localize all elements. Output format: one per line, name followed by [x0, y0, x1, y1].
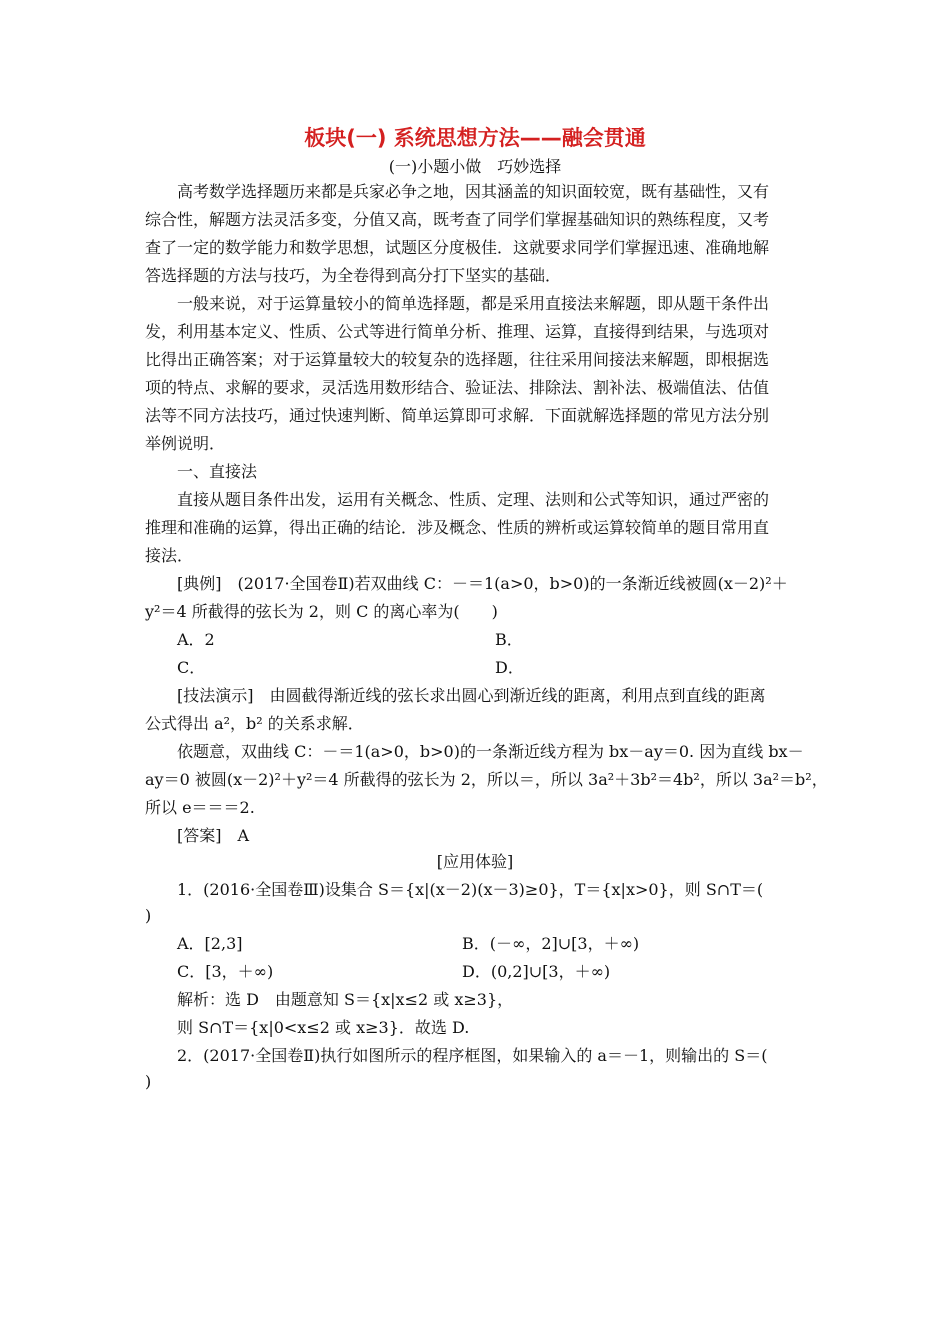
example-line: y²＝4 所截得的弦长为 2，则 C 的离心率为( ): [145, 602, 498, 621]
intro-line: 高考数学选择题历来都是兵家必争之地，因其涵盖的知识面较宽，既有基础性，又有: [145, 182, 770, 201]
example-option-c: C．: [145, 658, 206, 677]
solution-line: 所以 e＝＝＝2.: [145, 798, 255, 817]
page-subtitle: (一)小题小做 巧妙选择: [388, 157, 562, 176]
q1-option-b: B．(－∞，2]∪[3，＋∞): [462, 934, 640, 953]
solution-line: 依题意，双曲线 C：－＝1(a>0，b>0)的一条渐近线方程为 bx－ay＝0. 因为直线 bx－: [145, 742, 804, 761]
intro-line: 举例说明．: [145, 434, 226, 453]
intro-line: 综合性，解题方法灵活多变，分值又高，既考查了同学们掌握基础知识的熟练程度，又考: [145, 210, 770, 229]
intro-line: 比得出正确答案；对于运算量较大的较复杂的选择题，往往采用间接法来解题，即根据选: [145, 350, 770, 369]
question-line: 2．(2017·全国卷Ⅱ)执行如图所示的程序框图，如果输入的 a＝－1，则输出的 S＝(: [145, 1046, 768, 1065]
example-option-a: A．2: [145, 630, 215, 649]
intro-line: 项的特点、求解的要求，灵活选用数形结合、验证法、排除法、割补法、极端值法、估值: [145, 378, 770, 397]
intro-line: 一般来说，对于运算量较小的简单选择题，都是采用直接法来解题，即从题干条件出: [145, 294, 770, 313]
page-title: 板块(一) 系统思想方法——融会贯通: [304, 126, 646, 150]
question-line: ): [145, 1072, 152, 1091]
example-option-b: B．: [495, 630, 523, 649]
section-heading: 一、直接法: [145, 462, 258, 481]
intro-line: 发，利用基本定义、性质、公式等进行简单分析、推理、运算，直接得到结果，与选项对: [145, 322, 770, 341]
example-option-d: D．: [495, 658, 524, 677]
intro-line: 答选择题的方法与技巧，为全卷得到高分打下坚实的基础．: [145, 266, 562, 285]
question-line: 1．(2016·全国卷Ⅲ)设集合 S＝{x|(x－2)(x－3)≥0}，T＝{x|x>0}，则 S∩T＝(: [145, 880, 764, 899]
technique-line: [技法演示] 由圆截得渐近线的弦长求出圆心到渐近线的距离，利用点到直线的距离: [145, 686, 766, 705]
section-desc-line: 接法．: [145, 546, 194, 565]
question-line: ): [145, 906, 152, 925]
example-line: [典例] (2017·全国卷Ⅱ)若双曲线 C：－＝1(a>0，b>0)的一条渐近线被圆(x－2)²＋: [145, 574, 788, 593]
section-desc-line: 直接从题目条件出发，运用有关概念、性质、定理、法则和公式等知识，通过严密的: [145, 490, 770, 509]
q1-option-c: C．[3，＋∞): [145, 962, 274, 981]
technique-line: 公式得出 a²，b² 的关系求解．: [145, 714, 364, 733]
analysis-line: 则 S∩T＝{x|0<x≤2 或 x≥3}．故选 D.: [145, 1018, 470, 1037]
analysis-line: 解析：选 D 由题意知 S＝{x|x≤2 或 x≥3}，: [145, 990, 514, 1009]
intro-line: 法等不同方法技巧，通过快速判断、简单运算即可求解．下面就解选择题的常见方法分别: [145, 406, 770, 425]
section-desc-line: 推理和准确的运算，得出正确的结论．涉及概念、性质的辨析或运算较简单的题目常用直: [145, 518, 770, 537]
q1-option-d: D．(0,2]∪[3，＋∞): [462, 962, 611, 981]
solution-line: ay＝0 被圆(x－2)²＋y²＝4 所截得的弦长为 2，所以＝，所以 3a²＋3b²＝4b²，所以 3a²＝b²，: [145, 770, 828, 789]
answer-line: [答案] A: [145, 826, 250, 845]
practice-heading: [应用体验]: [436, 852, 514, 871]
intro-line: 查了一定的数学能力和数学思想，试题区分度极佳．这就要求同学们掌握迅速、准确地解: [145, 238, 770, 257]
q1-option-a: A．[2,3]: [145, 934, 243, 953]
